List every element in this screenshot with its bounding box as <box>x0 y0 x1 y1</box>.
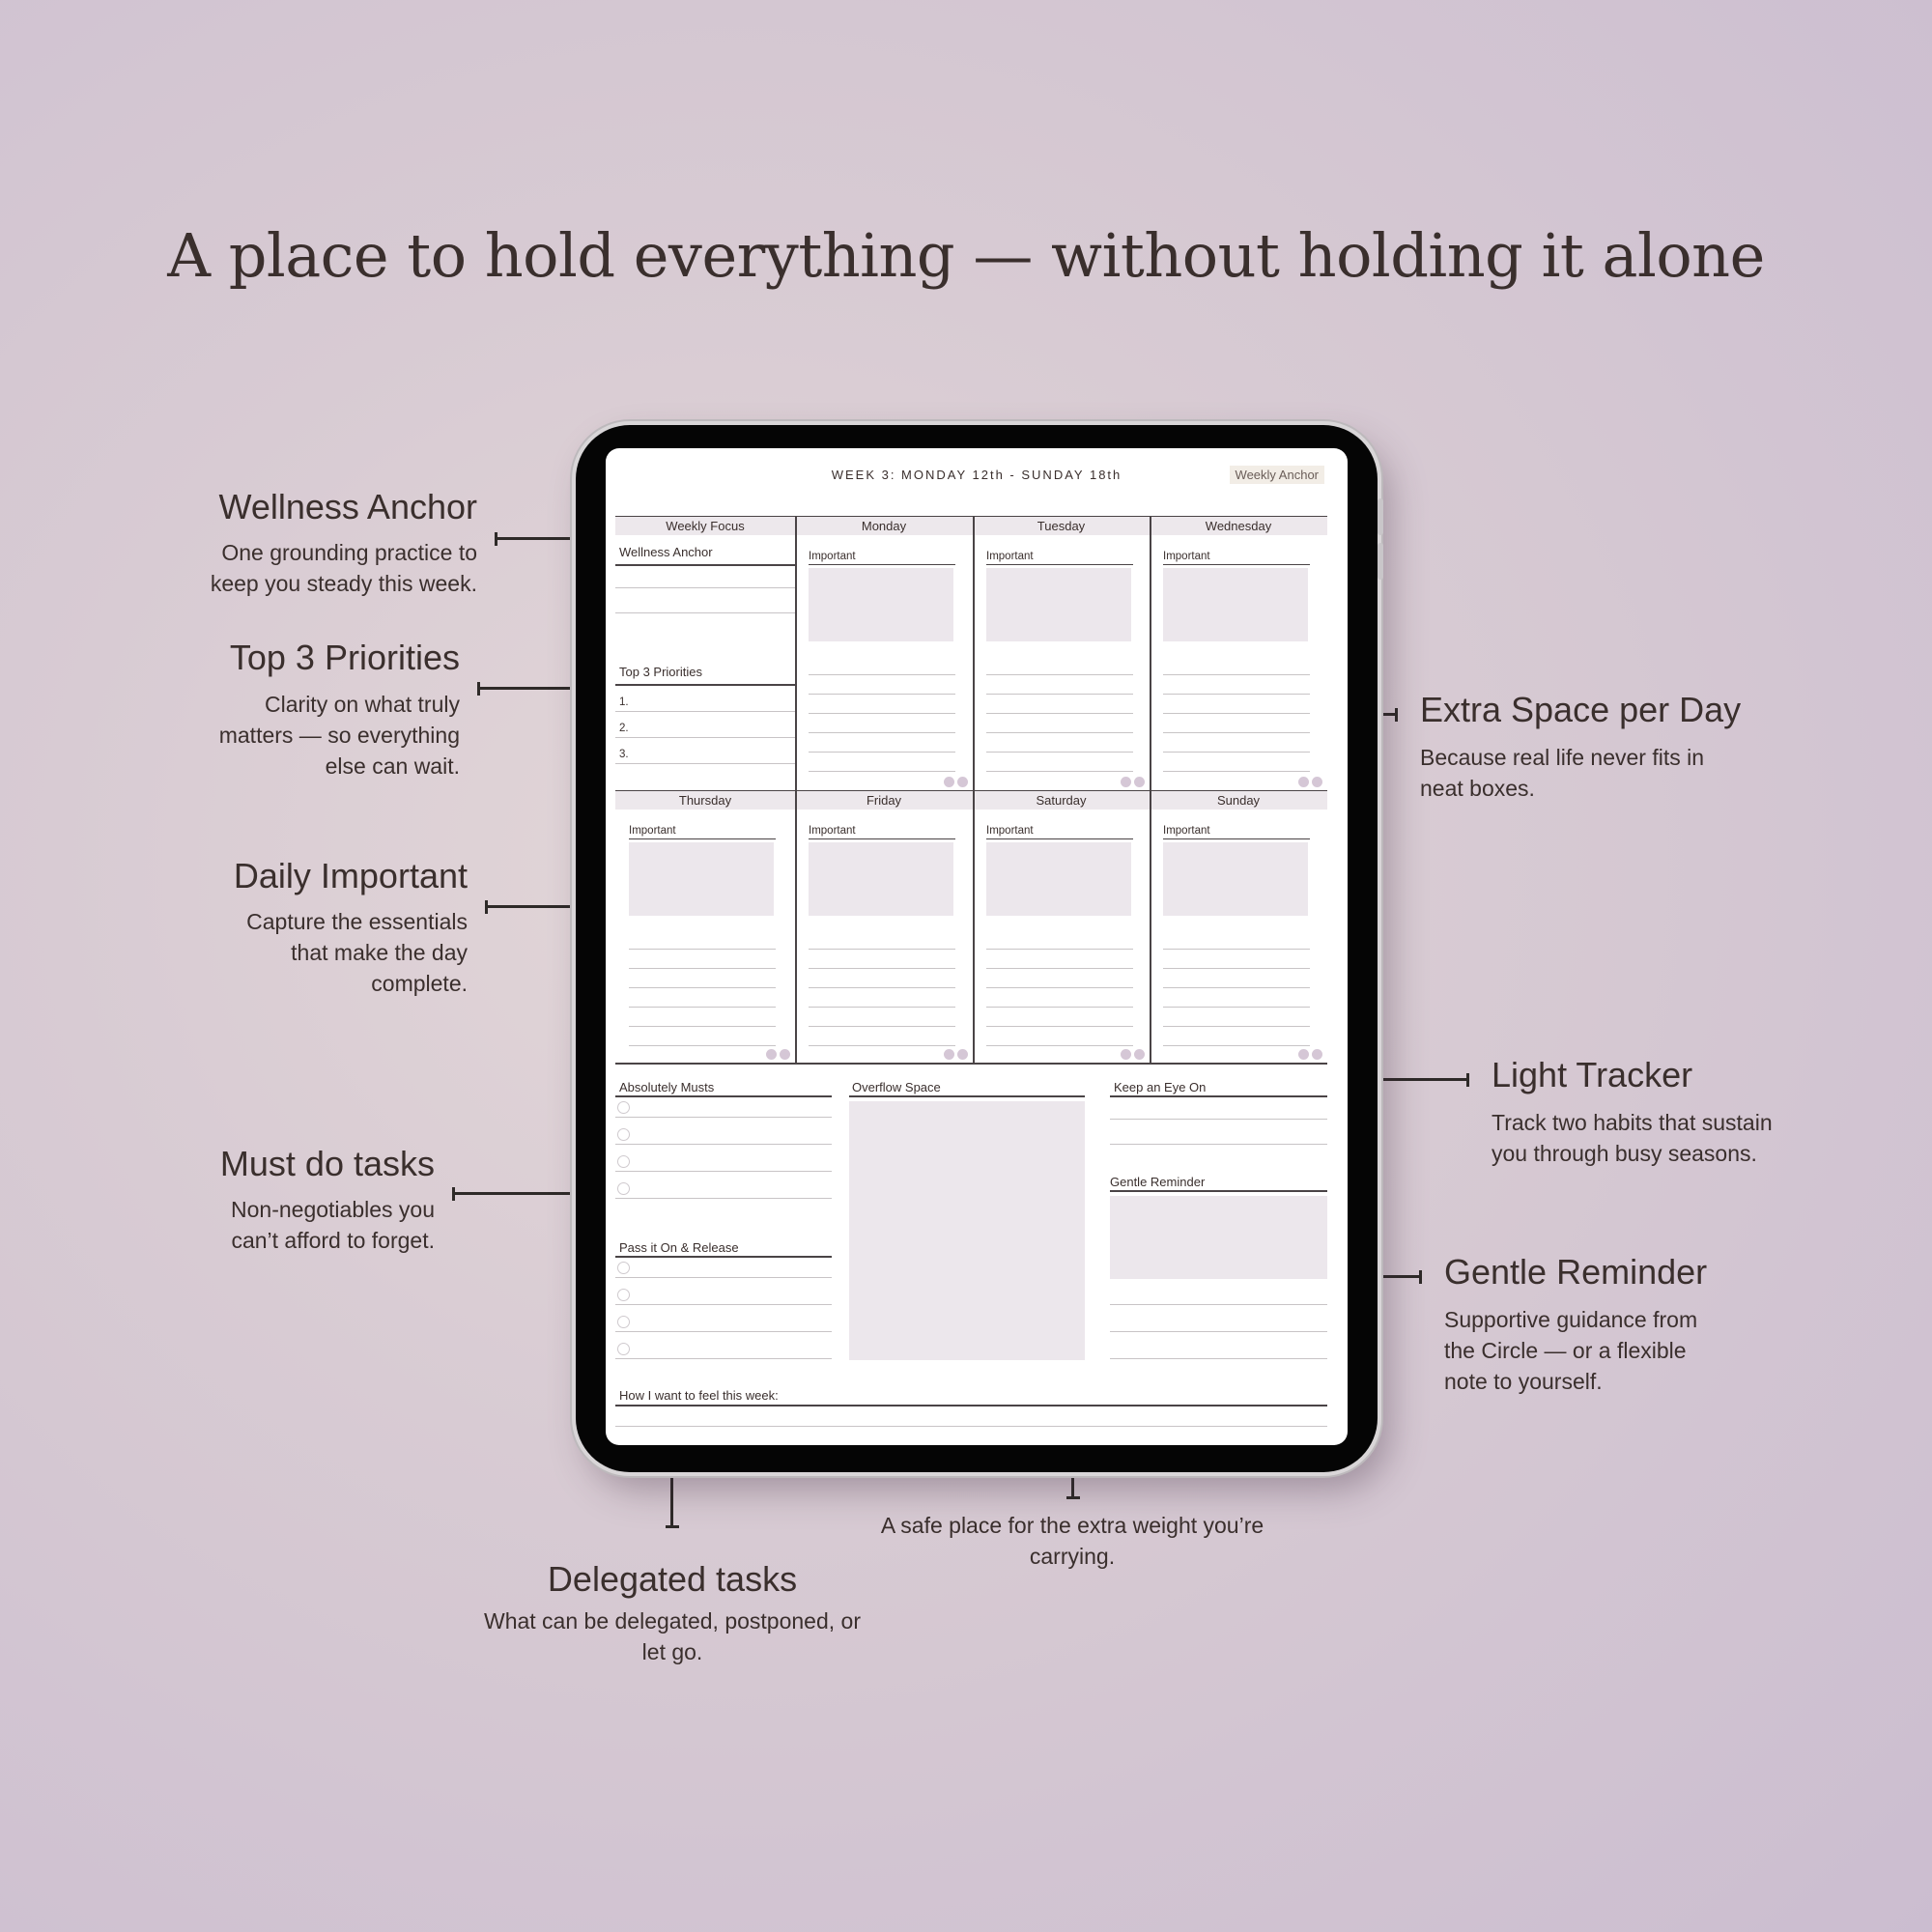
note-line[interactable] <box>986 1026 1133 1027</box>
note-line[interactable] <box>1110 1331 1327 1332</box>
column-divider <box>973 790 975 1063</box>
important-underline <box>986 564 1133 565</box>
checkbox-circle[interactable] <box>617 1289 630 1301</box>
important-box[interactable] <box>986 842 1131 916</box>
leader-tick <box>666 1525 679 1528</box>
annotation-wellness-anchor-title: Wellness Anchor <box>218 487 477 526</box>
column-divider <box>795 790 797 1063</box>
note-line[interactable] <box>615 612 795 613</box>
priority-number-2: 2. <box>619 723 629 734</box>
column-divider <box>973 516 975 790</box>
leader-tick <box>1419 1270 1422 1284</box>
important-underline <box>809 838 955 839</box>
note-line[interactable] <box>629 1045 776 1046</box>
note-line[interactable] <box>809 771 955 772</box>
day-header-1: Monday <box>861 519 907 533</box>
habit-tracker-dot[interactable] <box>1121 777 1131 787</box>
leader-tick <box>1466 1073 1469 1087</box>
important-underline <box>1163 838 1310 839</box>
note-line[interactable] <box>809 674 955 675</box>
tablet-device <box>576 425 1378 1472</box>
note-line[interactable] <box>809 1045 955 1046</box>
note-line[interactable] <box>1163 949 1310 950</box>
section-divider <box>615 1063 1327 1065</box>
note-line[interactable] <box>1163 968 1310 969</box>
note-line[interactable] <box>615 1426 1327 1427</box>
note-line[interactable] <box>629 968 776 969</box>
note-line[interactable] <box>809 1007 955 1008</box>
keep-eye-on-underline <box>1110 1095 1327 1097</box>
note-line[interactable] <box>986 674 1133 675</box>
top3-label: Top 3 Priorities <box>619 665 702 679</box>
feel-prompt-label: How I want to feel this week: <box>619 1388 779 1403</box>
top3-underline <box>615 684 795 686</box>
note-line[interactable] <box>1163 1045 1310 1046</box>
annotation-overflow-desc: A safe place for the extra weight you’re carrying. <box>880 1513 1264 1569</box>
note-line[interactable] <box>986 987 1133 988</box>
checkbox-circle[interactable] <box>617 1343 630 1355</box>
note-line[interactable] <box>1163 771 1310 772</box>
important-box[interactable] <box>629 842 774 916</box>
task-line[interactable] <box>615 1198 832 1199</box>
overflow-space-underline <box>849 1095 1085 1097</box>
leader-tick <box>1395 708 1398 722</box>
habit-tracker-dot[interactable] <box>944 777 954 787</box>
annotation-wellness-anchor-desc: One grounding practice to keep you steady this week. <box>210 540 477 596</box>
task-line[interactable] <box>615 1117 832 1118</box>
habit-tracker-dot[interactable] <box>780 1049 790 1060</box>
important-box[interactable] <box>1163 568 1308 641</box>
annotation-gentle-reminder-title: Gentle Reminder <box>1444 1252 1708 1292</box>
task-line[interactable] <box>615 1144 832 1145</box>
note-line[interactable] <box>629 1007 776 1008</box>
note-line[interactable] <box>986 713 1133 714</box>
habit-tracker-dot[interactable] <box>1312 1049 1322 1060</box>
checkbox-circle[interactable] <box>617 1155 630 1168</box>
important-label: Important <box>986 825 1034 837</box>
task-line[interactable] <box>615 1331 832 1332</box>
weekly-anchor-badge[interactable]: Weekly Anchor <box>1230 466 1324 484</box>
important-label: Important <box>986 551 1034 562</box>
day-header-6: Saturday <box>1036 793 1087 808</box>
note-line[interactable] <box>809 752 955 753</box>
habit-tracker-dot[interactable] <box>957 777 968 787</box>
important-box[interactable] <box>809 842 953 916</box>
note-line[interactable] <box>809 949 955 950</box>
page-headline: A place to hold everything — without holding it alone <box>167 220 1765 291</box>
gentle-reminder-underline <box>1110 1190 1327 1192</box>
gentle-reminder-box[interactable] <box>1110 1196 1327 1279</box>
note-line[interactable] <box>809 694 955 695</box>
habit-tracker-dot[interactable] <box>1298 777 1309 787</box>
absolutely-musts-label: Absolutely Musts <box>619 1080 715 1094</box>
note-line[interactable] <box>1110 1119 1327 1120</box>
day-header-7: Sunday <box>1216 793 1261 808</box>
important-label: Important <box>629 825 676 837</box>
note-line[interactable] <box>986 949 1133 950</box>
task-line[interactable] <box>615 1171 832 1172</box>
checkbox-circle[interactable] <box>617 1101 630 1114</box>
annotation-top3-desc: Clarity on what truly matters — so everything else can wait. <box>218 692 460 779</box>
note-line[interactable] <box>809 1026 955 1027</box>
note-line[interactable] <box>1110 1304 1327 1305</box>
annotation-daily-important-desc: Capture the essentials that make the day complete. <box>246 909 468 996</box>
important-underline <box>986 838 1133 839</box>
important-box[interactable] <box>986 568 1131 641</box>
note-line[interactable] <box>1163 1026 1310 1027</box>
annotation-extra-space-desc: Because real life never fits in neat boxes. <box>1420 745 1705 801</box>
keep-eye-on-label: Keep an Eye On <box>1114 1080 1207 1094</box>
important-box[interactable] <box>1163 842 1308 916</box>
task-line[interactable] <box>615 1304 832 1305</box>
note-line[interactable] <box>629 949 776 950</box>
day-header-4: Thursday <box>678 793 732 808</box>
priority-line[interactable] <box>615 711 795 712</box>
tablet-volume-button <box>1378 498 1383 535</box>
annotation-must-do-title: Must do tasks <box>219 1144 435 1183</box>
note-line[interactable] <box>1163 987 1310 988</box>
task-line[interactable] <box>615 1358 832 1359</box>
column-divider <box>1150 790 1151 1063</box>
annotation-must-do-desc: Non-negotiables you can’t afford to forget. <box>231 1197 435 1253</box>
planner-screen <box>606 448 1348 1445</box>
priority-line[interactable] <box>615 763 795 764</box>
important-label: Important <box>1163 825 1210 837</box>
note-line[interactable] <box>986 694 1133 695</box>
annotation-extra-space-title: Extra Space per Day <box>1420 690 1742 729</box>
annotation-delegated-desc: What can be delegated, postponed, or let go. <box>483 1608 861 1664</box>
absolutely-musts-underline <box>615 1095 832 1097</box>
leader-tick <box>1066 1496 1080 1499</box>
important-label: Important <box>809 551 856 562</box>
overflow-space-label: Overflow Space <box>852 1080 941 1094</box>
column-divider <box>1150 516 1151 790</box>
important-box[interactable] <box>809 568 953 641</box>
note-line[interactable] <box>809 732 955 733</box>
wellness-anchor-underline <box>615 564 795 566</box>
habit-tracker-dot[interactable] <box>1298 1049 1309 1060</box>
annotation-delegated-title: Delegated tasks <box>547 1559 798 1599</box>
annotation-light-tracker-title: Light Tracker <box>1492 1055 1693 1094</box>
annotation-top3-title: Top 3 Priorities <box>229 638 460 677</box>
note-line[interactable] <box>986 1007 1133 1008</box>
habit-tracker-dot[interactable] <box>1134 1049 1145 1060</box>
note-line[interactable] <box>809 713 955 714</box>
checkbox-circle[interactable] <box>617 1262 630 1274</box>
note-line[interactable] <box>809 987 955 988</box>
note-line[interactable] <box>629 1026 776 1027</box>
note-line[interactable] <box>986 1045 1133 1046</box>
note-line[interactable] <box>986 752 1133 753</box>
note-line[interactable] <box>1163 732 1310 733</box>
checkbox-circle[interactable] <box>617 1316 630 1328</box>
note-line[interactable] <box>986 968 1133 969</box>
note-line[interactable] <box>1163 1007 1310 1008</box>
task-line[interactable] <box>615 1277 832 1278</box>
day-header-2: Tuesday <box>1037 519 1086 533</box>
important-label: Important <box>809 825 856 837</box>
note-line[interactable] <box>1163 694 1310 695</box>
note-line[interactable] <box>1163 752 1310 753</box>
week-header: WEEK 3: MONDAY 12th - SUNDAY 18th <box>831 468 1122 482</box>
note-line[interactable] <box>1110 1144 1327 1145</box>
important-underline <box>1163 564 1310 565</box>
annotation-light-tracker-desc: Track two habits that sustain you through busy seasons. <box>1492 1110 1773 1166</box>
habit-tracker-dot[interactable] <box>1121 1049 1131 1060</box>
pass-it-on-underline <box>615 1256 832 1258</box>
annotation-gentle-reminder-desc: Supportive guidance from the Circle — or a flexible note to yourself. <box>1444 1307 1698 1394</box>
important-underline <box>809 564 955 565</box>
note-line[interactable] <box>809 968 955 969</box>
priority-number-1: 1. <box>619 696 629 708</box>
habit-tracker-dot[interactable] <box>944 1049 954 1060</box>
note-line[interactable] <box>629 987 776 988</box>
important-label: Important <box>1163 551 1210 562</box>
habit-tracker-dot[interactable] <box>766 1049 777 1060</box>
habit-tracker-dot[interactable] <box>1134 777 1145 787</box>
note-line[interactable] <box>1163 674 1310 675</box>
important-underline <box>629 838 776 839</box>
note-line[interactable] <box>986 732 1133 733</box>
day-header-3: Wednesday <box>1205 519 1272 533</box>
priority-line[interactable] <box>615 737 795 738</box>
note-line[interactable] <box>1163 713 1310 714</box>
priority-number-3: 3. <box>619 749 629 760</box>
note-line[interactable] <box>1110 1358 1327 1359</box>
overflow-space-box[interactable] <box>849 1101 1085 1360</box>
habit-tracker-dot[interactable] <box>1312 777 1322 787</box>
pass-it-on-label: Pass it On & Release <box>619 1240 739 1255</box>
annotation-daily-important-title: Daily Important <box>233 856 468 895</box>
tablet-volume-button <box>1378 543 1383 580</box>
feel-prompt-underline <box>615 1405 1327 1406</box>
checkbox-circle[interactable] <box>617 1182 630 1195</box>
gentle-reminder-label: Gentle Reminder <box>1110 1175 1206 1189</box>
note-line[interactable] <box>615 587 795 588</box>
column-divider <box>795 516 797 790</box>
habit-tracker-dot[interactable] <box>957 1049 968 1060</box>
wellness-anchor-label: Wellness Anchor <box>619 545 713 559</box>
checkbox-circle[interactable] <box>617 1128 630 1141</box>
day-header-0: Weekly Focus <box>666 519 745 533</box>
day-header-5: Friday <box>866 793 902 808</box>
note-line[interactable] <box>986 771 1133 772</box>
